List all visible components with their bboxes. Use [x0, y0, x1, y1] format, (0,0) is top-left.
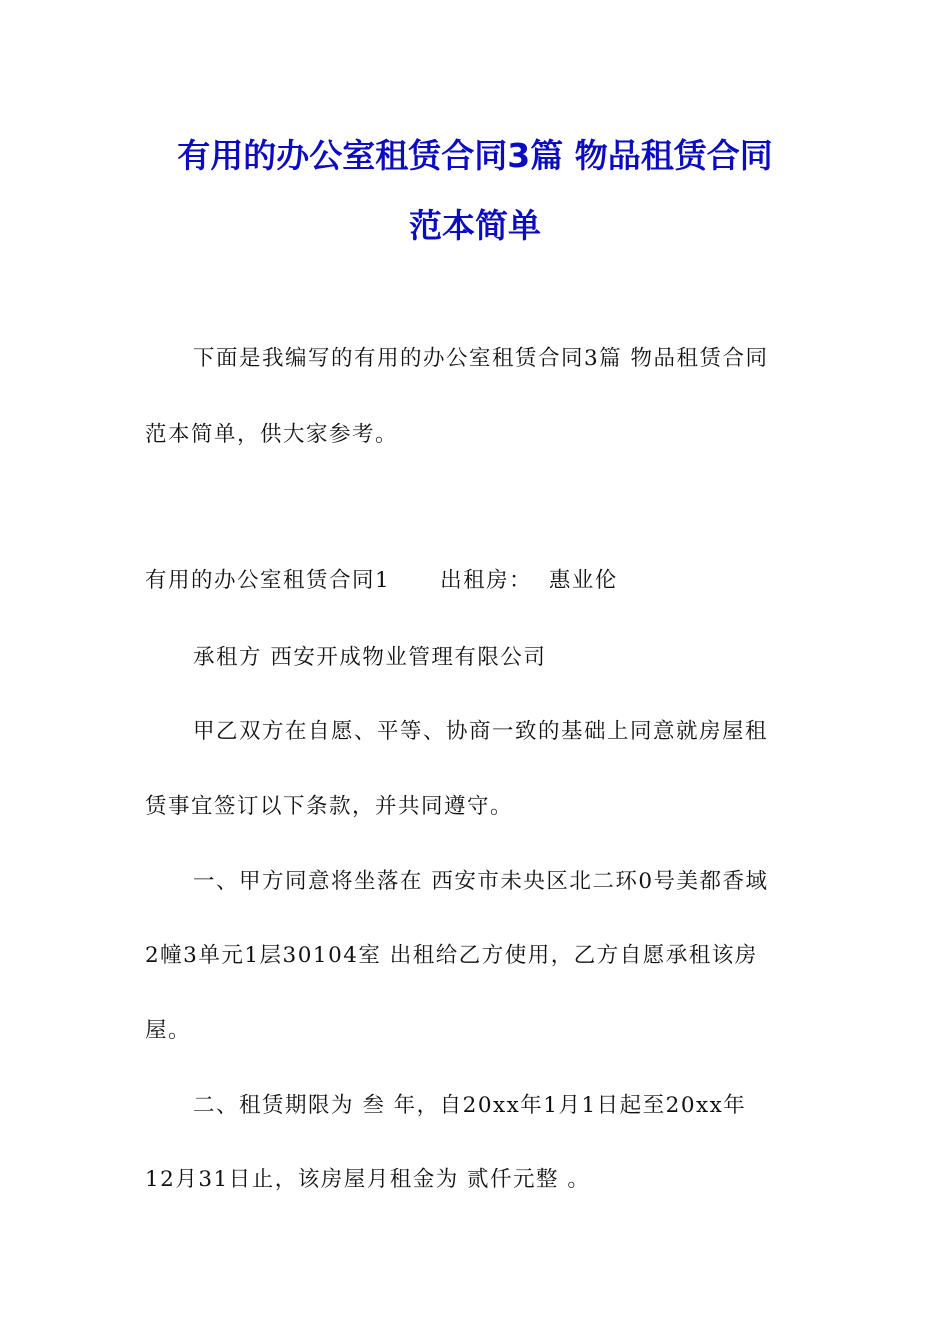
clause-2-line-1: 二、租赁期限为 叁 年，自20xx年1月1日起至20xx年 [193, 1093, 747, 1118]
clause-1-line-2: 2幢3单元1层30104室 出租给乙方使用，乙方自愿承租该房 [145, 943, 758, 968]
clause-1-line-1: 一、甲方同意将坐落在 西安市未央区北二环0号美都香域 [193, 869, 769, 894]
clause-1-line-3: 屋。 [145, 1018, 192, 1043]
paragraph-1-line-2: 赁事宜签订以下条款，并共同遵守。 [145, 794, 514, 819]
paragraph-1-line-1: 甲乙双方在自愿、平等、协商一致的基础上同意就房屋租 [193, 719, 769, 744]
document-title-line-2: 范本简单 [409, 206, 541, 245]
intro-line-2: 范本简单，供大家参考。 [145, 422, 399, 447]
lessee-line: 承租方 西安开成物业管理有限公司 [193, 645, 547, 670]
clause-2-line-2: 12月31日止，该房屋月租金为 贰仟元整 。 [145, 1167, 591, 1192]
intro-line-1: 下面是我编写的有用的办公室租赁合同3篇 物品租赁合同 [193, 346, 769, 371]
document-title-line-1: 有用的办公室租赁合同3篇 物品租赁合同 [177, 136, 773, 175]
contract-heading: 有用的办公室租赁合同1 出租房： 惠业伦 [145, 568, 618, 593]
